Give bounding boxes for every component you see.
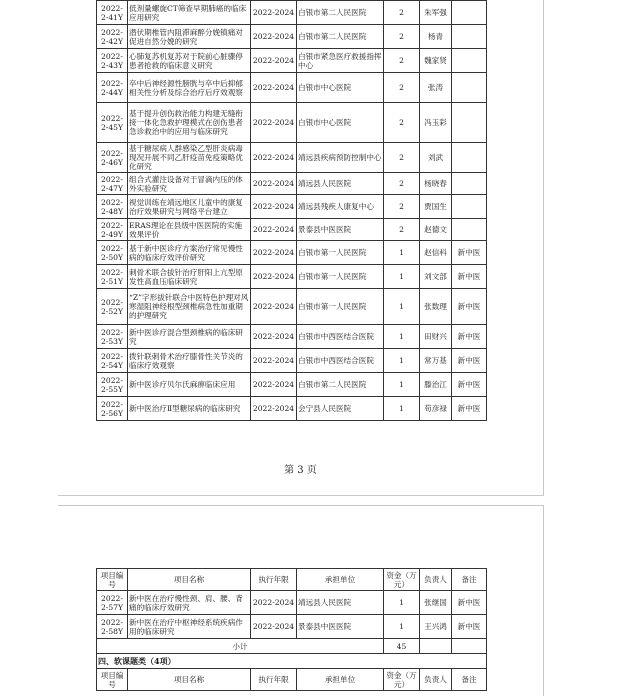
cell-years: 2022-2024 — [251, 241, 297, 265]
cell-note: 新中医 — [452, 325, 487, 349]
cell-note — [452, 1, 487, 25]
table-row — [97, 195, 487, 219]
cell-leader: 王兴鸿 — [420, 615, 452, 639]
table-row — [97, 591, 487, 615]
cell-code: 2022-2-48Y — [97, 195, 128, 219]
header-note: 备注 — [452, 569, 487, 591]
cell-note: 新中医 — [452, 349, 487, 373]
header-leader: 负责人 — [420, 669, 452, 691]
cell-code: 2022-2-52Y — [97, 289, 128, 325]
cell-leader: 张涛 — [420, 73, 452, 103]
cell-name: 卒中后神经源性膀胱与卒中后抑郁相关性分析及综合治疗后疗效观察 — [128, 73, 251, 103]
cell-name: 拨针联刺骨术治疗膝骨性关节炎的临床疗效观察 — [128, 349, 251, 373]
header-name: 项目名称 — [128, 569, 251, 591]
cell-name: ERAS理论在县级中医医院的实施效果评价 — [128, 219, 251, 241]
cell-unit: 白银市中西医结合医院 — [297, 349, 384, 373]
subtotal-label: 小计 — [97, 639, 384, 654]
cell-funds: 1 — [384, 349, 420, 373]
cell-note: 新中医 — [452, 591, 487, 615]
cell-name: 潜伏期椎管内阻滞麻醉分娩镇痛对促进自然分娩的研究 — [128, 25, 251, 49]
cell-note — [452, 195, 487, 219]
cell-funds: 1 — [384, 289, 420, 325]
cell-leader: 张继国 — [420, 591, 452, 615]
cell-funds: 1 — [384, 615, 420, 639]
cell-years: 2022-2024 — [251, 73, 297, 103]
cell-unit: 靖远县残疾人康复中心 — [297, 195, 384, 219]
cell-note — [452, 173, 487, 195]
table-row — [97, 143, 487, 173]
cell-name: 新中医诊疗混合型颈椎病的临床研究 — [128, 325, 251, 349]
table-row — [97, 25, 487, 49]
cell-unit: 白银市中心医院 — [297, 73, 384, 103]
cell-note — [452, 143, 487, 173]
cell-name: 刺骨术联合拔针治疗肝阳上亢型原发性高血压临床研究 — [128, 265, 251, 289]
table-row — [97, 173, 487, 195]
header-name: 项目名称 — [128, 669, 251, 691]
cell-code: 2022-2-42Y — [97, 25, 128, 49]
cell-years: 2022-2024 — [251, 397, 297, 421]
table-row — [97, 397, 487, 421]
cell-funds: 2 — [384, 143, 420, 173]
cell-years: 2022-2024 — [251, 325, 297, 349]
cell-leader: 赵德文 — [420, 219, 452, 241]
cell-funds: 2 — [384, 103, 420, 143]
cell-unit: 白银市第二人民医院 — [297, 25, 384, 49]
cell-code: 2022-2-49Y — [97, 219, 128, 241]
cell-code: 2022-2-56Y — [97, 397, 128, 421]
cell-note: 新中医 — [452, 615, 487, 639]
section-row — [97, 654, 487, 669]
cell-leader: 刘文部 — [420, 265, 452, 289]
cell-leader: 赵信科 — [420, 241, 452, 265]
header-unit: 承担单位 — [297, 669, 384, 691]
table-row — [97, 615, 487, 639]
cell-unit: 白银市第二人民医院 — [297, 373, 384, 397]
cell-funds: 1 — [384, 241, 420, 265]
cell-code: 2022-2-44Y — [97, 73, 128, 103]
cell-years: 2022-2024 — [251, 615, 297, 639]
cell-funds: 1 — [384, 591, 420, 615]
cell-funds: 1 — [384, 397, 420, 421]
cell-code: 2022-2-46Y — [97, 143, 128, 173]
cell-name: 基于糖尿病人群感染乙型肝炎病毒现况开展不同乙肝疫苗免疫策略优化研究 — [128, 143, 251, 173]
cell-unit: 靖远县人民医院 — [297, 591, 384, 615]
section-title: 四、软课题类（4项） — [97, 654, 487, 669]
subtotal-row — [97, 639, 487, 654]
cell-unit: 景泰县中医医院 — [297, 615, 384, 639]
cell-name: 视觉训练在靖远地区儿童中的康复治疗效果研究与网络平台建立 — [128, 195, 251, 219]
table-row — [97, 219, 487, 241]
cell-name: 组合式灌注设备对于冒滴内压的体外实验研究 — [128, 173, 251, 195]
cell-leader: 滕治江 — [420, 373, 452, 397]
document-page-4 — [58, 505, 544, 696]
cell-name: 心肺复苏机复苏对于院前心脏骤停患者抢救的临床意义研究 — [128, 49, 251, 73]
project-table-page4 — [96, 568, 487, 691]
cell-code: 2022-2-53Y — [97, 325, 128, 349]
cell-name: 新中医在治疗慢性颈、肩、腰、背痛的临床疗效研究 — [128, 591, 251, 615]
cell-name: “Z”字形拔针联合中医特色护理对风寒湿阻神经根型颈椎病急性加重期的护理研究 — [128, 289, 251, 325]
table-row — [97, 1, 487, 25]
cell-leader: 张数理 — [420, 289, 452, 325]
cell-years: 2022-2024 — [251, 173, 297, 195]
cell-years: 2022-2024 — [251, 219, 297, 241]
cell-code: 2022-2-41Y — [97, 1, 128, 25]
cell-note: 新中医 — [452, 289, 487, 325]
header-funds: 资金（万元） — [384, 669, 420, 691]
cell-name: 新中医诊疗贝尔氏麻痹临床应用 — [128, 373, 251, 397]
cell-unit: 白银市第一人民医院 — [297, 241, 384, 265]
cell-funds: 1 — [384, 325, 420, 349]
cell-code: 2022-2-57Y — [97, 591, 128, 615]
cell-years: 2022-2024 — [251, 103, 297, 143]
table-row — [97, 241, 487, 265]
table-header-row — [97, 569, 487, 591]
cell-leader: 苟彦禄 — [420, 397, 452, 421]
cell-name: 基于提升创伤救治能力构建无缝衔接一体化急救护理模式在创伤患者急诊救治中的应用与临床研究 — [128, 103, 251, 143]
cell-leader: 贾国生 — [420, 195, 452, 219]
cell-funds: 1 — [384, 265, 420, 289]
project-table-body — [97, 1, 487, 421]
header-funds: 资金（万元） — [384, 569, 420, 591]
cell-years: 2022-2024 — [251, 349, 297, 373]
cell-unit: 白银市紧急医疗救援指挥中心 — [297, 49, 384, 73]
cell-name: 低剂量螺旋CT筛查早期肺癌的临床应用研究 — [128, 1, 251, 25]
header-note: 备注 — [452, 669, 487, 691]
header-leader: 负责人 — [420, 569, 452, 591]
header-years: 执行年限 — [251, 669, 297, 691]
cell-note — [452, 73, 487, 103]
cell-code: 2022-2-51Y — [97, 265, 128, 289]
cell-note: 新中医 — [452, 397, 487, 421]
table-row — [97, 103, 487, 143]
cell-leader: 杨青 — [420, 25, 452, 49]
cell-note — [452, 103, 487, 143]
cell-note — [452, 49, 487, 73]
cell-funds: 2 — [384, 25, 420, 49]
cell-unit: 白银市中西医结合医院 — [297, 325, 384, 349]
cell-unit: 白银市第一人民医院 — [297, 289, 384, 325]
project-table-body — [97, 591, 487, 639]
cell-funds: 2 — [384, 73, 420, 103]
cell-years: 2022-2024 — [251, 591, 297, 615]
cell-code: 2022-2-55Y — [97, 373, 128, 397]
cell-funds: 1 — [384, 373, 420, 397]
cell-years: 2022-2024 — [251, 265, 297, 289]
cell-years: 2022-2024 — [251, 143, 297, 173]
table-row — [97, 265, 487, 289]
cell-note — [452, 25, 487, 49]
table-row — [97, 349, 487, 373]
cell-years: 2022-2024 — [251, 49, 297, 73]
cell-unit: 白银市中心医院 — [297, 103, 384, 143]
cell-code: 2022-2-43Y — [97, 49, 128, 73]
header-years: 执行年限 — [251, 569, 297, 591]
project-table-page3 — [96, 0, 487, 421]
table-header-row — [97, 669, 487, 691]
cell-leader: 朱军强 — [420, 1, 452, 25]
cell-years: 2022-2024 — [251, 25, 297, 49]
cell-funds: 2 — [384, 49, 420, 73]
cell-funds: 2 — [384, 173, 420, 195]
cell-note — [452, 219, 487, 241]
cell-years: 2022-2024 — [251, 289, 297, 325]
cell-code: 2022-2-54Y — [97, 349, 128, 373]
cell-note: 新中医 — [452, 373, 487, 397]
page-number: 第 3 页 — [284, 465, 317, 476]
cell-unit: 白银市第一人民医院 — [297, 265, 384, 289]
document-page-3 — [58, 0, 544, 496]
cell-funds: 2 — [384, 219, 420, 241]
cell-code: 2022-2-47Y — [97, 173, 128, 195]
cell-unit: 靖远县人民医院 — [297, 173, 384, 195]
cell-name: 基于新中医诊疗方案治疗常见慢性病的临床疗效评价研究 — [128, 241, 251, 265]
cell-unit: 白银市第二人民医院 — [297, 1, 384, 25]
table-row — [97, 325, 487, 349]
cell-years: 2022-2024 — [251, 1, 297, 25]
cell-code: 2022-2-58Y — [97, 615, 128, 639]
cell-years: 2022-2024 — [251, 195, 297, 219]
cell-leader: 杨晓春 — [420, 173, 452, 195]
cell-leader: 冯玉彩 — [420, 103, 452, 143]
cell-note: 新中医 — [452, 265, 487, 289]
cell-code: 2022-2-45Y — [97, 103, 128, 143]
header-code: 项目编号 — [97, 569, 128, 591]
cell-years: 2022-2024 — [251, 373, 297, 397]
table-row — [97, 49, 487, 73]
cell-unit: 会宁县人民医院 — [297, 397, 384, 421]
cell-leader: 魏家贤 — [420, 49, 452, 73]
header-code: 项目编号 — [97, 669, 128, 691]
cell-unit: 景泰县中医医院 — [297, 219, 384, 241]
cell-funds: 2 — [384, 1, 420, 25]
cell-leader: 刘武 — [420, 143, 452, 173]
cell-leader: 常万基 — [420, 349, 452, 373]
table-row — [97, 73, 487, 103]
cell-code: 2022-2-50Y — [97, 241, 128, 265]
subtotal-value: 45 — [384, 639, 420, 654]
cell-name: 新中医治疗Ⅱ型糖尿病的临床研究 — [128, 397, 251, 421]
cell-note: 新中医 — [452, 241, 487, 265]
table-row — [97, 373, 487, 397]
cell-funds: 2 — [384, 195, 420, 219]
cell-name: 新中医在治疗中枢神经系统疾病作用的临床研究 — [128, 615, 251, 639]
header-unit: 承担单位 — [297, 569, 384, 591]
cell-leader: 田财兴 — [420, 325, 452, 349]
table-row — [97, 289, 487, 325]
cell-unit: 靖远县疾病预防控制中心 — [297, 143, 384, 173]
